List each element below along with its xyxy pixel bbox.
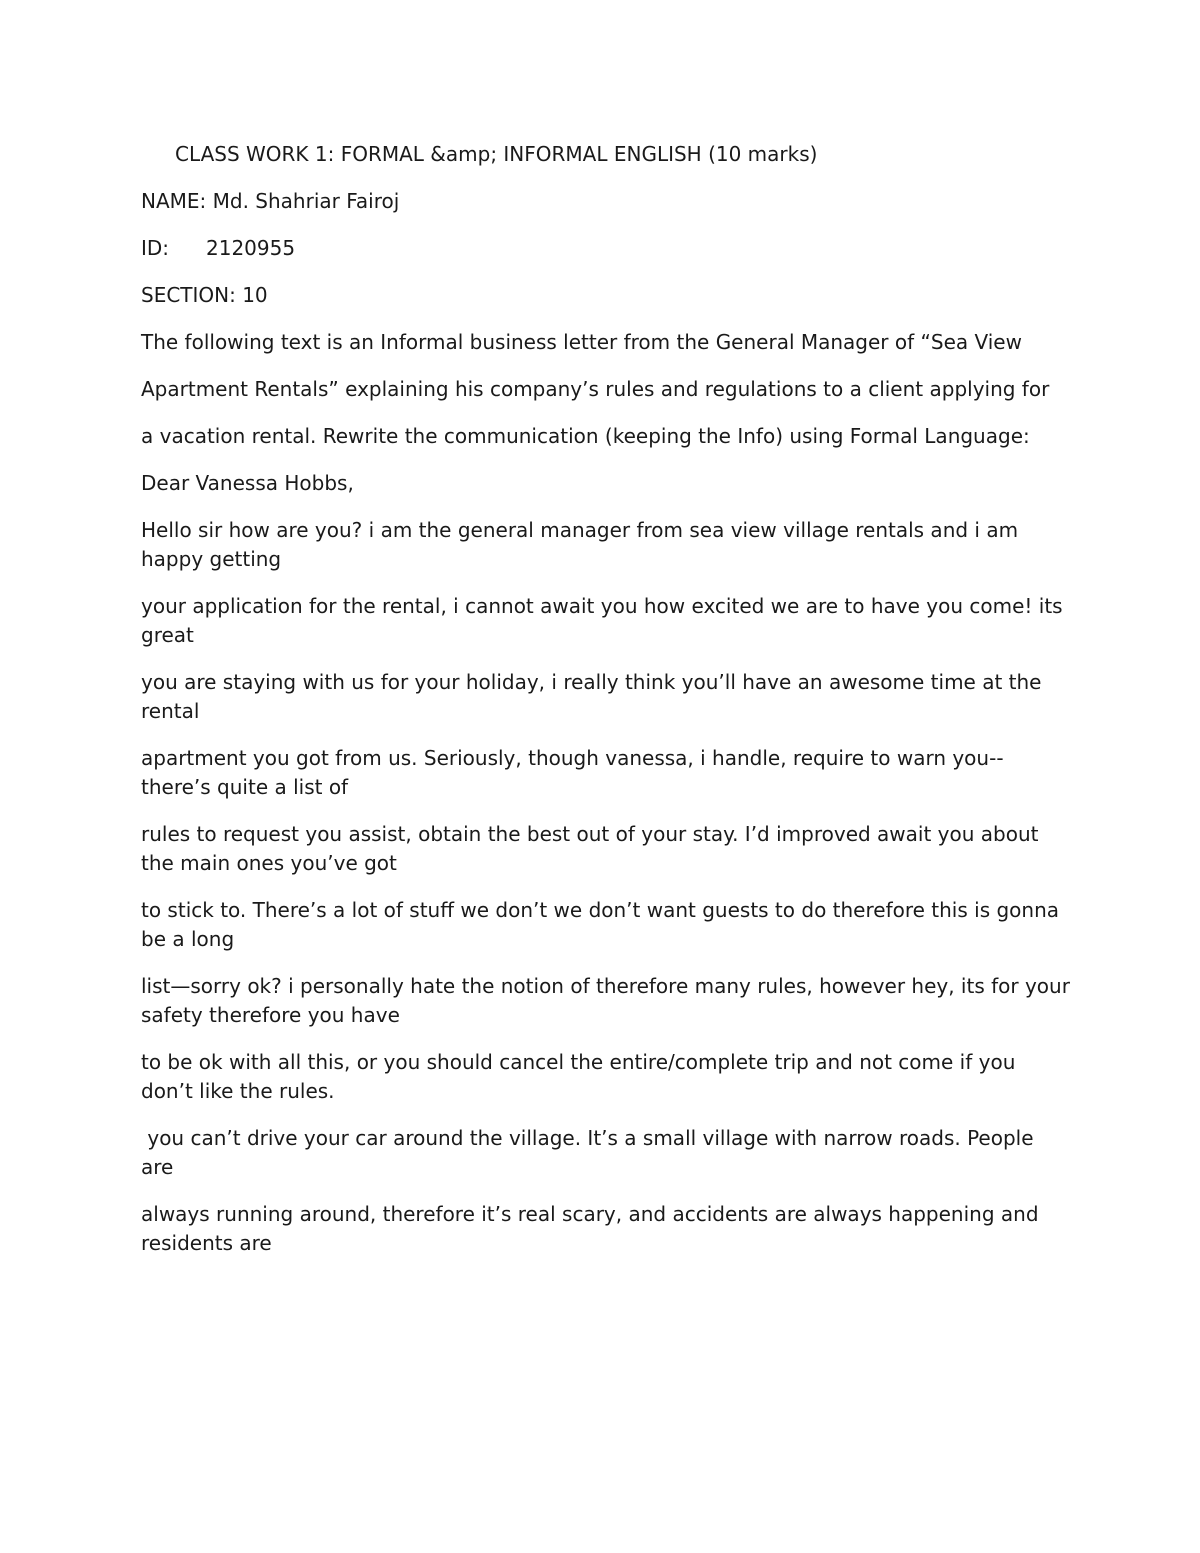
paragraph: apartment you got from us. Seriously, though vanessa, i handle, require to warn you-- there’s quite a list of <box>141 746 1010 799</box>
paragraph: rules to request you assist, obtain the best out of your stay. I’d improved await you about the main ones you’ve got <box>141 822 1045 875</box>
paragraph: you can’t drive your car around the village. It’s a small village with narrow roads. People are <box>141 1126 1040 1179</box>
student-name: NAME: Md. Shahriar Fairoj <box>141 189 400 213</box>
id-label: ID: <box>141 236 170 260</box>
paragraph: you are staying with us for your holiday, i really think you’ll have an awesome time at the rental <box>141 670 1048 723</box>
salutation: Dear Vanessa Hobbs, <box>141 471 354 495</box>
document-body <box>141 140 1077 1276</box>
id-value: 2120955 <box>206 236 296 260</box>
paragraph: always running around, therefore it’s real scary, and accidents are always happening and residents are <box>141 1202 1045 1255</box>
student-id <box>141 234 1071 263</box>
paragraph: to be ok with all this, or you should cancel the entire/complete trip and not come if you don’t like the rules. <box>141 1050 1022 1103</box>
student-section: SECTION: 10 <box>141 283 268 307</box>
paragraph: to stick to. There’s a lot of stuff we don’t we don’t want guests to do therefore this is gonna be a long <box>141 898 1066 951</box>
paragraph: Apartment Rentals” explaining his company’s rules and regulations to a client applying for <box>141 377 1050 401</box>
paragraph: your application for the rental, i cannot await you how excited we are to have you come! its great <box>141 594 1069 647</box>
paragraph: list—sorry ok? i personally hate the notion of therefore many rules, however hey, its for your safety therefore you have <box>141 974 1077 1027</box>
paragraph: a vacation rental. Rewrite the communication (keeping the Info) using Formal Language: <box>141 424 1030 448</box>
document-title: CLASS WORK 1: FORMAL &amp; INFORMAL ENGLISH (10 marks) <box>175 142 818 166</box>
paragraph: Hello sir how are you? i am the general manager from sea view village rentals and i am happy getting <box>141 518 1025 571</box>
paragraph: The following text is an Informal business letter from the General Manager of “Sea View <box>141 330 1022 354</box>
